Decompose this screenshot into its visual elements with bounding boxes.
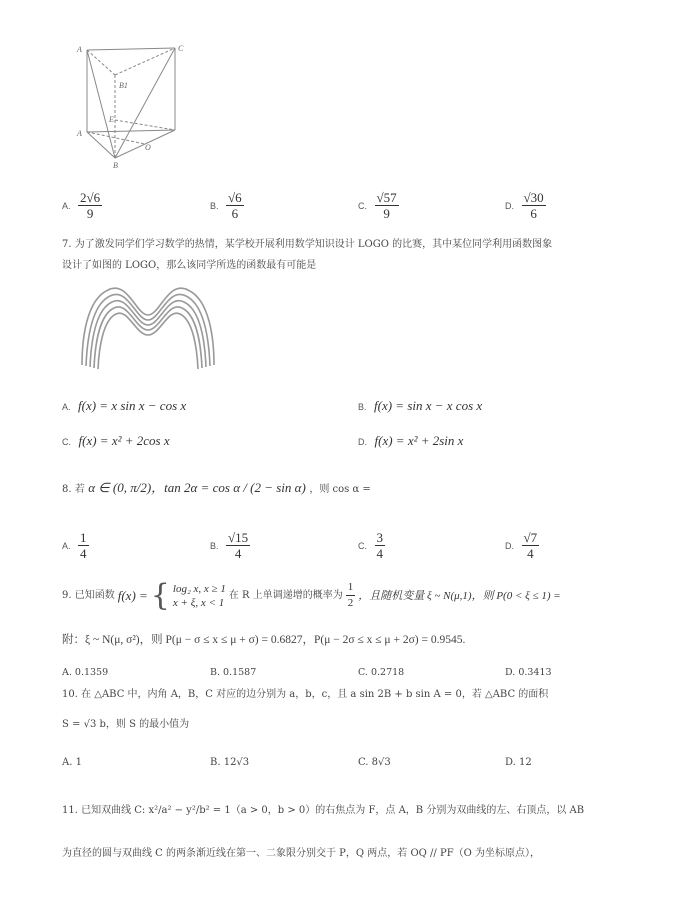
q8-option-b[interactable]: B. $\frac{√15}{4}$: [210, 530, 249, 561]
q9-option-a[interactable]: A. 0.1359: [62, 667, 109, 678]
q9-pieces: log₂ x, x ≥ 1 x + ξ, x < 1: [172, 582, 226, 609]
q7-option-a[interactable]: A. f(x) = x sin x − cos x: [62, 398, 187, 413]
q10-line2: S = √3 b，则 S 的最小值为: [62, 719, 190, 730]
cube-label-b: B: [113, 161, 118, 170]
q9-appendix: 附：ξ ~ N(μ, σ²)，则 P(μ − σ ≤ x ≤ μ + σ) = 0.6827，P(μ − 2σ ≤ x ≤ μ + 2σ) = 0.9545.: [62, 634, 466, 646]
q6-option-d[interactable]: D. $\frac{√30}{6}$: [505, 190, 544, 221]
logo-wave-figure: [78, 280, 218, 375]
q8-option-a[interactable]: A. $\frac{1}{4}$: [62, 530, 87, 561]
q9-stem: 9. 已知函数 f(x) = { log₂ x, x ≥ 1 x + ξ, x < 1 在 R 上单调递增的概率为 $\frac{1}{2}$ ，且随机变量 ξ ~ N(μ,1)，则 P(0 < ξ ≤ 1) =: [62, 577, 561, 613]
q8-stem: 8. 若 α ∈ (0, π/2)，tan 2α = cos α / (2 − sin α) ，则 cos α =: [62, 480, 371, 495]
q11-line1: 11. 已知双曲线 C: x²/a² − y²/b² = 1（a > 0，b > 0）的右焦点为 F，点 A，B 分别为双曲线的左、右顶点，以 AB: [62, 805, 585, 816]
cube-label-b1: B1: [119, 81, 128, 90]
q9-option-c[interactable]: C. 0.2718: [358, 667, 405, 678]
q8-option-c[interactable]: C. $\frac{3}{4}$: [358, 530, 383, 561]
q10-line1: 10. 在 △ABC 中，内角 A，B，C 对应的边分别为 a，b，c，且 a sin 2B + b sin A = 0，若 △ABC 的面积: [62, 689, 549, 700]
q7-line1: 7. 为了激发同学们学习数学的热情，某学校开展利用数学知识设计 LOGO 的比赛，其中某位同学利用函数图象: [62, 239, 553, 250]
cube-label-e: E: [109, 115, 114, 124]
q10-option-a[interactable]: A. 1: [62, 757, 82, 768]
q9-brace: {: [150, 577, 170, 613]
cube-label-c: C: [178, 44, 184, 53]
cube-label-a: A: [77, 129, 82, 138]
q6-option-b[interactable]: B. $\frac{√6}{6}$: [210, 190, 242, 221]
cube-label-a1: A: [77, 45, 82, 54]
q8-option-d[interactable]: D. $\frac{√7}{4}$: [505, 530, 538, 561]
q11-line2: 为直径的圆与双曲线 C 的两条渐近线在第一、二象限分别交于 P，Q 两点，若 OQ // PF（O 为坐标原点），: [62, 848, 541, 859]
q9-option-d[interactable]: D. 0.3413: [505, 667, 552, 678]
q10-option-b[interactable]: B. 12√3: [210, 757, 250, 768]
q7-option-b[interactable]: B. f(x) = sin x − x cos x: [358, 398, 483, 413]
cube-label-o: O: [145, 143, 151, 152]
q10-option-d[interactable]: D. 12: [505, 757, 532, 768]
q9-option-b[interactable]: B. 0.1587: [210, 667, 257, 678]
q7-option-d[interactable]: D. f(x) = x² + 2sin x: [358, 433, 464, 448]
q10-option-c[interactable]: C. 8√3: [358, 757, 391, 768]
q6-option-a[interactable]: A. $\frac{2√6}{9}$: [62, 190, 101, 221]
q7-line2: 设计了如图的 LOGO，那么该同学所选的函数最有可能是: [62, 260, 317, 271]
q7-option-c[interactable]: C. f(x) = x² + 2cos x: [62, 433, 170, 448]
cube-figure: [75, 40, 190, 170]
q6-option-c[interactable]: C. $\frac{√57}{9}$: [358, 190, 397, 221]
